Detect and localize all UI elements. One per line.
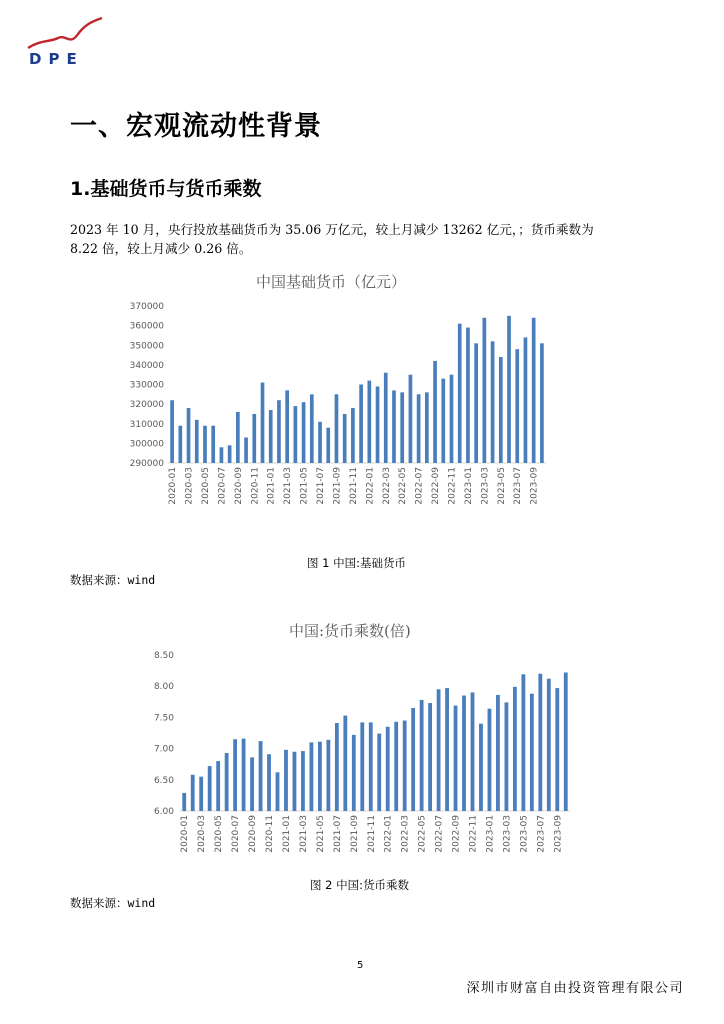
- company-name: 深圳市财富自由投资管理有限公司: [466, 981, 684, 996]
- x-tick-label: 2023-05: [496, 466, 507, 505]
- x-tick-label: 2020-01: [168, 467, 179, 505]
- x-tick-label: 2022-05: [398, 467, 409, 505]
- bar: [445, 688, 449, 811]
- bar: [301, 751, 305, 811]
- bar: [505, 702, 509, 811]
- bar: [233, 739, 237, 811]
- x-tick-label: 2020-01: [180, 815, 191, 853]
- x-tick-label: 2021-11: [348, 467, 359, 505]
- bar: [225, 753, 229, 811]
- x-tick-label: 2022-09: [451, 815, 462, 853]
- bar: [276, 772, 280, 811]
- y-tick-label: 340000: [129, 360, 164, 371]
- bar: [555, 688, 559, 811]
- paragraph-line: 8.22 倍，较上月减少 0.26 倍。: [70, 241, 252, 256]
- bar: [454, 706, 458, 811]
- x-tick-label: 2021-05: [299, 467, 310, 505]
- chart-2-title: 中国:货币乘数(倍): [289, 622, 411, 640]
- bar: [250, 757, 254, 811]
- x-tick-label: 2021-01: [266, 467, 277, 505]
- y-tick-label: 320000: [129, 400, 164, 411]
- x-tick-label: 2020-03: [184, 467, 195, 505]
- bar: [488, 709, 492, 811]
- bar: [479, 724, 483, 811]
- y-tick-label: 350000: [129, 341, 164, 352]
- bar: [259, 741, 263, 811]
- bar: [564, 672, 568, 811]
- bar: [352, 735, 356, 811]
- bar: [284, 750, 288, 811]
- y-tick-label: 8.00: [153, 682, 174, 693]
- x-tick-label: 2021-09: [349, 815, 360, 853]
- x-tick-label: 2023-05: [519, 815, 530, 853]
- bar: [182, 793, 186, 811]
- x-tick-label: 2021-03: [298, 815, 309, 853]
- bar: [420, 700, 424, 811]
- x-tick-label: 2023-01: [463, 467, 474, 505]
- x-tick-label: 2020-05: [200, 467, 211, 505]
- bar: [310, 742, 314, 811]
- x-tick-label: 2022-11: [468, 815, 479, 853]
- section-title: 一、宏观流动性背景: [70, 111, 322, 142]
- bar: [293, 752, 297, 811]
- bar: [547, 679, 551, 811]
- y-tick-label: 360000: [129, 321, 164, 332]
- x-tick-label: 2022-07: [434, 815, 445, 853]
- x-tick-label: 2020-11: [250, 467, 261, 505]
- x-tick-label: 2022-01: [365, 467, 376, 505]
- bar: [216, 761, 220, 811]
- chart-1-title: 中国基础货币（亿元）: [256, 273, 407, 291]
- figure-2-source: 数据来源：wind: [70, 896, 156, 910]
- x-tick-label: 2023-03: [502, 815, 513, 853]
- page-number: 5: [357, 960, 364, 971]
- x-tick-label: 2021-05: [315, 815, 326, 853]
- y-tick-label: 310000: [129, 419, 164, 430]
- y-tick-label: 370000: [129, 302, 164, 312]
- y-tick-label: 300000: [129, 439, 164, 450]
- bar: [471, 692, 475, 811]
- paragraph-line: 2023 年 10 月，央行投放基础货币为 35.06 万亿元，较上月减少 13262 亿元，；货币乘数为: [70, 222, 594, 237]
- bar: [369, 722, 373, 811]
- bar: [411, 708, 415, 811]
- x-tick-label: 2022-07: [414, 467, 425, 505]
- bar: [318, 742, 322, 811]
- x-tick-label: 2021-07: [332, 815, 343, 853]
- bar: [208, 766, 212, 811]
- bar: [428, 703, 432, 811]
- x-tick-label: 2020-11: [265, 815, 276, 853]
- x-tick-label: 2021-07: [316, 467, 327, 505]
- y-tick-label: 7.50: [153, 713, 174, 724]
- x-tick-label: 2020-09: [233, 467, 244, 505]
- x-tick-label: 2020-07: [217, 467, 228, 505]
- x-tick-label: 2022-01: [383, 815, 394, 853]
- bar: [462, 696, 466, 811]
- y-tick-label: 8.50: [153, 651, 174, 661]
- x-tick-label: 2022-09: [431, 467, 442, 505]
- bar: [513, 687, 517, 811]
- figure-1-caption: 图 1 中国:基础货币: [307, 556, 407, 570]
- x-tick-label: 2021-09: [332, 467, 343, 505]
- x-tick-label: 2022-05: [417, 815, 428, 853]
- x-tick-label: 2020-05: [214, 815, 225, 853]
- x-tick-label: 2020-03: [197, 815, 208, 853]
- bar: [267, 754, 271, 811]
- bar: [335, 723, 339, 811]
- bar: [343, 716, 347, 811]
- x-tick-label: 2023-07: [513, 467, 524, 505]
- subsection-title: 1.基础货币与货币乘数: [70, 178, 262, 200]
- bar: [403, 721, 407, 811]
- x-tick-label: 2020-07: [231, 815, 242, 853]
- bar: [386, 727, 390, 811]
- bar: [191, 775, 195, 811]
- bar: [377, 734, 381, 811]
- y-tick-label: 7.00: [153, 744, 174, 755]
- x-tick-label: 2023-07: [536, 815, 547, 853]
- dpe-logo-text: DPE: [29, 50, 84, 68]
- x-tick-label: 2020-09: [248, 815, 259, 853]
- x-tick-label: 2021-01: [281, 815, 292, 853]
- bar: [530, 694, 534, 811]
- y-tick-label: 330000: [129, 380, 164, 391]
- x-tick-label: 2023-09: [529, 467, 540, 505]
- x-tick-label: 2023-09: [553, 815, 564, 853]
- x-tick-label: 2021-11: [366, 815, 377, 853]
- x-tick-label: 2022-03: [400, 815, 411, 853]
- bar: [437, 689, 441, 811]
- bar: [394, 722, 398, 811]
- bar: [242, 739, 246, 811]
- figure-2-caption: 图 2 中国:货币乘数: [310, 878, 410, 892]
- x-tick-label: 2023-03: [480, 467, 491, 505]
- y-tick-label: 6.00: [153, 807, 174, 817]
- y-tick-label: 290000: [129, 459, 164, 469]
- bar: [538, 674, 542, 811]
- x-tick-label: 2021-03: [283, 467, 294, 505]
- x-tick-label: 2022-11: [447, 467, 458, 505]
- bar: [199, 777, 203, 811]
- y-tick-label: 6.50: [153, 775, 174, 786]
- x-tick-label: 2023-01: [485, 815, 496, 853]
- figure-1-source: 数据来源：wind: [70, 573, 156, 587]
- bar: [521, 674, 525, 811]
- bar: [496, 695, 500, 811]
- bar: [360, 722, 364, 811]
- x-tick-label: 2022-03: [381, 467, 392, 505]
- bar: [326, 740, 330, 811]
